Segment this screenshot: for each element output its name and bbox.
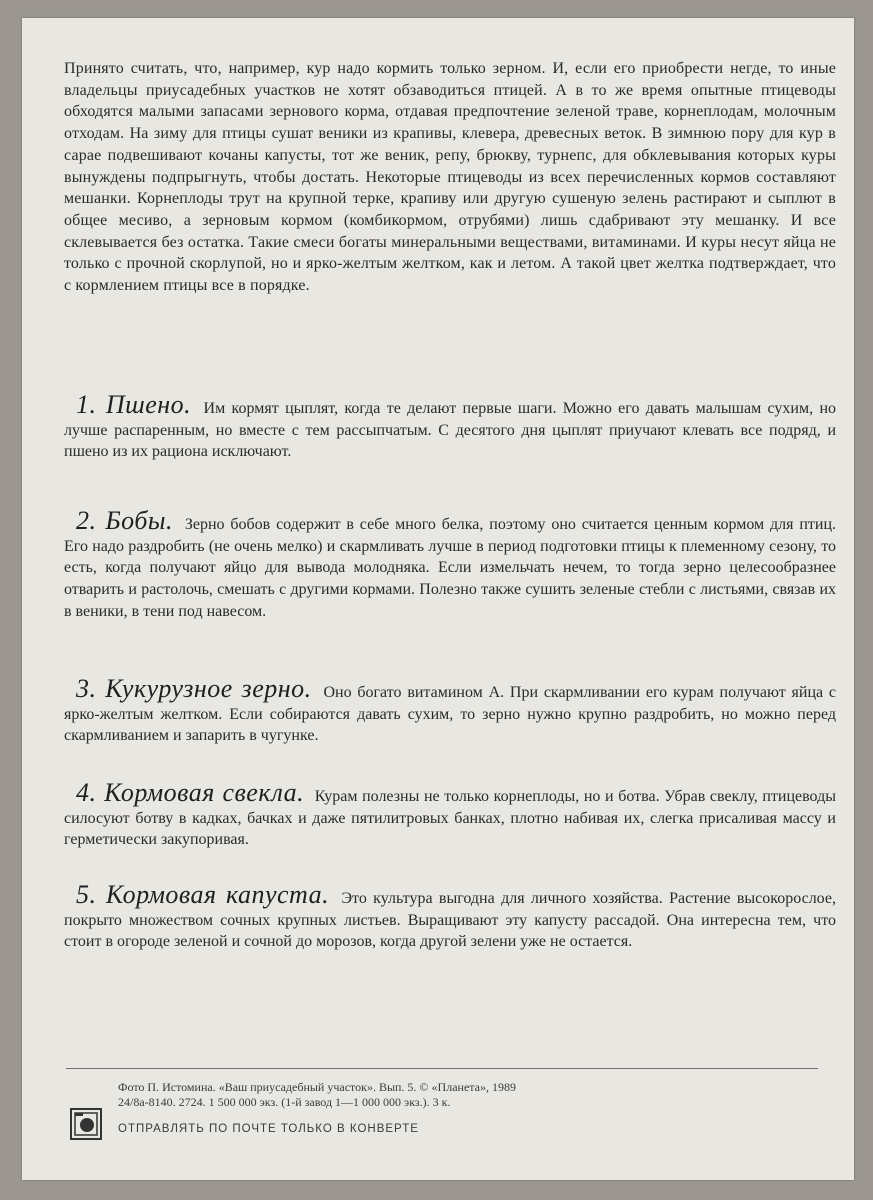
planeta-publisher-logo-icon	[70, 1108, 102, 1140]
footer-divider	[66, 1068, 818, 1069]
postcard-back	[22, 18, 854, 1180]
item-heading: 1. Пшено.	[76, 390, 192, 419]
intro-paragraph: Принято считать, что, например, кур надо кормить только зерном. И, если его приобрести негде, то иные владельцы приусадебных участков не хотят обзаводиться птицей. А в то же время опытные птицеводы обходятся малыми запасами зернового корма, отдавая предпочтение зеленой траве, корнеплодам, молочным отходам. На зиму для птицы сушат веники из крапивы, клевера, древесных веток. В зимнюю пору для кур в сарае подвешивают кочаны капусты, тот же веник, репу, брюкву, турнепс, для обклевывания которых куры вынуждены подпрыгнуть, чтобы достать. Некоторые птицеводы из всех перечисленных кормов составляют мешанки. Корнеплоды трут на крупной терке, крапиву или другую сушеную зелень растирают и сыплют в общее месиво, а зерновым кормом (комбикормом, отрубями) лишь сдабривают эту мешанку. И все склевывается без остатка. Такие смеси богаты минеральными веществами, витаминами. И куры несут яйца не только с прочной скорлупой, но и ярко-желтым желтком, как и летом. А такой цвет желтка подтверждает, что с кормлением птицы все в порядке.	[64, 60, 836, 295]
item-text: Зерно бобов содержит в себе много белка, поэтому оно считается ценным кормом для птиц. Его надо раздробить (не очень мелко) и скармливать лучше в период подготовки птицы к племенному сезону, то есть, когда получают яйцо для вывода молодняка. Если измельчать нечем, то тогда зерно целесообразнее отварить и растолочь, смешать с другими кормами. Полезно также сушить зеленые стебли с листьями, связав их в веники, в тени под навесом.	[64, 516, 837, 620]
item-cabbage	[64, 880, 836, 953]
item-heading: 5. Кормовая капуста.	[76, 880, 330, 909]
item-text: Курам полезны не только корнеплоды, но и ботва. Убрав свеклу, птицеводы силосуют ботву в кадках, бачках и даже пятилитровых банках, плотно набивая их, слегка присаливая массу и герметически закупоривая.	[64, 788, 836, 849]
item-beans	[64, 506, 837, 623]
item-heading: 3. Кукурузное зерно.	[76, 674, 312, 703]
item-text: Оно богато витамином А. При скармливании его курам получают яйца с ярко-желтым желтком. Если собираются давать сухим, то зерно нужно крупно раздробить, но можно перед скармливанием и запарить в чугунке.	[64, 684, 837, 745]
item-beet	[64, 778, 836, 851]
credit-line-2: 24/8а-8140. 2724. 1 500 000 экз. (1-й завод 1—1 000 000 экз.). 3 к.	[118, 1095, 451, 1109]
item-heading: 4. Кормовая свекла.	[76, 778, 305, 807]
mail-notice: ОТПРАВЛЯТЬ ПО ПОЧТЕ ТОЛЬКО В КОНВЕРТЕ	[118, 1123, 419, 1135]
item-text: Им кормят цыплят, когда те делают первые шаги. Можно его давать малышам сухим, но лучше распаренным, но вместе с тем рассыпчатым. С десятого дня цыплят приучают клевать все подряд, и пшено из их рациона исключают.	[64, 400, 837, 461]
item-text: Это культура выгодна для личного хозяйства. Растение высокорослое, покрыто множеством сочных крупных листьев. Выращивают эту капусту рассадой. Она интересна тем, что стоит в огороде зеленой и сочной до морозов, когда другой зелени уже не остается.	[64, 890, 836, 951]
item-millet	[64, 390, 837, 463]
publication-credit	[118, 1080, 516, 1110]
item-heading: 2. Бобы.	[76, 506, 174, 535]
credit-line-1: Фото П. Истомина. «Ваш приусадебный участок». Вып. 5. © «Планета», 1989	[118, 1080, 516, 1094]
item-corn	[64, 674, 837, 747]
